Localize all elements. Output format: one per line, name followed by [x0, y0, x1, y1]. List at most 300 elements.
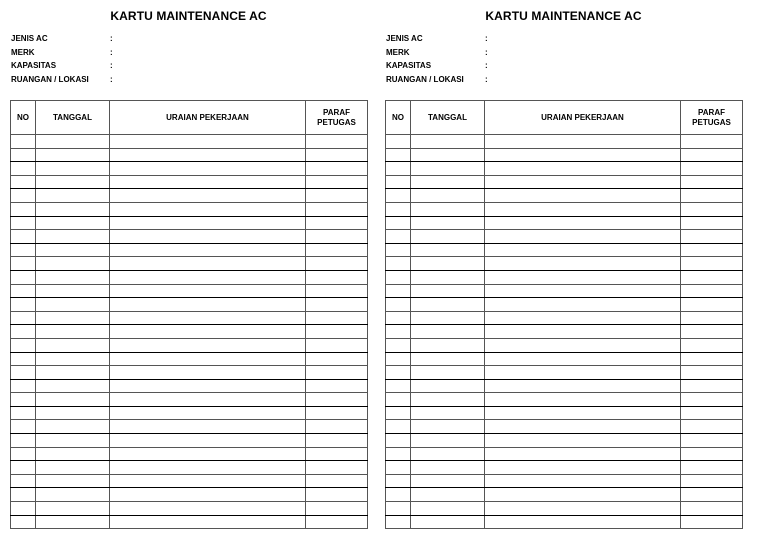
table-cell	[36, 311, 110, 325]
table-cell	[681, 148, 743, 162]
table-cell	[110, 393, 306, 407]
table-cell	[110, 175, 306, 189]
table-cell	[485, 148, 681, 162]
table-row	[386, 148, 743, 162]
table-cell	[36, 447, 110, 461]
column-header-tanggal: TANGGAL	[36, 101, 110, 135]
table-cell	[306, 243, 368, 257]
table-cell	[11, 175, 36, 189]
table-cell	[36, 420, 110, 434]
table-cell	[681, 257, 743, 271]
table-cell	[110, 379, 306, 393]
column-header-tanggal: TANGGAL	[411, 101, 485, 135]
table-cell	[411, 284, 485, 298]
table-row	[11, 216, 368, 230]
table-cell	[306, 175, 368, 189]
table-cell	[110, 162, 306, 176]
table-cell	[36, 270, 110, 284]
table-cell	[485, 284, 681, 298]
table-cell	[386, 488, 411, 502]
field-separator: :	[485, 61, 488, 70]
table-cell	[306, 270, 368, 284]
table-cell	[681, 488, 743, 502]
table-cell	[411, 135, 485, 149]
table-cell	[386, 352, 411, 366]
table-cell	[681, 420, 743, 434]
table-cell	[485, 352, 681, 366]
table-cell	[36, 243, 110, 257]
table-cell	[110, 230, 306, 244]
table-row	[386, 189, 743, 203]
table-cell	[681, 474, 743, 488]
table-row	[386, 216, 743, 230]
table-cell	[36, 393, 110, 407]
table-cell	[306, 298, 368, 312]
column-header-no: NO	[386, 101, 411, 135]
table-cell	[306, 216, 368, 230]
table-cell	[110, 515, 306, 529]
table-cell	[110, 461, 306, 475]
field-kapasitas	[11, 59, 113, 73]
table-cell	[411, 338, 485, 352]
table-cell	[386, 434, 411, 448]
table-row	[11, 311, 368, 325]
table-row	[386, 406, 743, 420]
table-row	[386, 162, 743, 176]
table-cell	[36, 474, 110, 488]
table-cell	[485, 298, 681, 312]
field-jenis-ac	[386, 32, 488, 46]
table-cell	[306, 447, 368, 461]
table-cell	[386, 447, 411, 461]
table-row	[386, 352, 743, 366]
table-cell	[411, 216, 485, 230]
table-cell	[485, 434, 681, 448]
table-row	[386, 175, 743, 189]
table-cell	[110, 202, 306, 216]
field-label: KAPASITAS	[11, 61, 57, 70]
table-cell	[11, 270, 36, 284]
table-cell	[386, 325, 411, 339]
table-cell	[411, 230, 485, 244]
table-cell	[36, 257, 110, 271]
table-row	[386, 243, 743, 257]
table-cell	[681, 270, 743, 284]
field-ruangan-lokasi	[386, 73, 488, 87]
field-label: KAPASITAS	[386, 61, 432, 70]
table-cell	[411, 243, 485, 257]
field-separator: :	[110, 47, 113, 57]
field-separator: :	[110, 61, 113, 70]
table-cell	[411, 434, 485, 448]
column-header-uraian-pekerjaan: URAIAN PEKERJAAN	[110, 101, 306, 135]
table-cell	[306, 502, 368, 516]
table-cell	[11, 352, 36, 366]
table-cell	[110, 352, 306, 366]
table-cell	[485, 447, 681, 461]
table-cell	[681, 447, 743, 461]
table-cell	[681, 162, 743, 176]
field-label: RUANGAN / LOKASI	[386, 74, 464, 84]
table-cell	[386, 284, 411, 298]
field-label: MERK	[11, 47, 35, 57]
table-cell	[36, 325, 110, 339]
table-cell	[386, 257, 411, 271]
table-cell	[11, 162, 36, 176]
table-cell	[36, 230, 110, 244]
field-merk	[11, 46, 113, 60]
table-cell	[306, 230, 368, 244]
table-cell	[11, 447, 36, 461]
table-cell	[411, 474, 485, 488]
table-cell	[411, 202, 485, 216]
table-cell	[485, 461, 681, 475]
table-row	[386, 488, 743, 502]
table-cell	[306, 461, 368, 475]
table-row	[386, 420, 743, 434]
field-label: JENIS AC	[386, 34, 423, 43]
table-row	[11, 298, 368, 312]
table-cell	[681, 366, 743, 380]
table-cell	[411, 379, 485, 393]
table-row	[386, 447, 743, 461]
table-cell	[386, 338, 411, 352]
table-cell	[386, 393, 411, 407]
table-cell	[11, 284, 36, 298]
table-row	[386, 135, 743, 149]
field-label: RUANGAN / LOKASI	[11, 74, 89, 84]
table-cell	[411, 270, 485, 284]
field-kapasitas	[386, 59, 488, 73]
table-cell	[485, 406, 681, 420]
table-cell	[386, 162, 411, 176]
table-cell	[36, 298, 110, 312]
table-row	[11, 325, 368, 339]
table-cell	[110, 270, 306, 284]
table-row	[11, 366, 368, 380]
table-cell	[11, 202, 36, 216]
table-row	[11, 148, 368, 162]
table-cell	[485, 488, 681, 502]
table-cell	[11, 393, 36, 407]
field-ruangan-lokasi	[11, 73, 113, 87]
table-cell	[36, 202, 110, 216]
table-cell	[36, 406, 110, 420]
table-cell	[411, 162, 485, 176]
table-cell	[11, 366, 36, 380]
table-row	[11, 162, 368, 176]
table-cell	[306, 488, 368, 502]
table-cell	[11, 216, 36, 230]
table-cell	[386, 230, 411, 244]
column-header-uraian-pekerjaan: URAIAN PEKERJAAN	[485, 101, 681, 135]
table-cell	[681, 189, 743, 203]
table-cell	[411, 406, 485, 420]
table-cell	[36, 502, 110, 516]
table-cell	[386, 474, 411, 488]
table-cell	[306, 393, 368, 407]
table-row	[11, 502, 368, 516]
card-title: KARTU MAINTENANCE AC	[485, 9, 642, 23]
table-cell	[306, 135, 368, 149]
info-block	[11, 32, 113, 86]
table-row	[11, 379, 368, 393]
table-row	[386, 202, 743, 216]
table-cell	[681, 311, 743, 325]
table-cell	[681, 406, 743, 420]
table-cell	[11, 298, 36, 312]
table-row	[11, 420, 368, 434]
table-header-row	[386, 101, 743, 135]
table-cell	[306, 202, 368, 216]
table-cell	[386, 311, 411, 325]
table-cell	[681, 243, 743, 257]
table-cell	[485, 270, 681, 284]
table-cell	[386, 379, 411, 393]
table-row	[11, 257, 368, 271]
table-cell	[36, 284, 110, 298]
table-cell	[110, 502, 306, 516]
table-row	[11, 135, 368, 149]
table-row	[11, 461, 368, 475]
card-title: KARTU MAINTENANCE AC	[110, 9, 267, 23]
table-cell	[681, 175, 743, 189]
table-cell	[485, 338, 681, 352]
table-cell	[386, 270, 411, 284]
table-cell	[110, 311, 306, 325]
table-cell	[681, 202, 743, 216]
table-cell	[411, 325, 485, 339]
table-cell	[485, 515, 681, 529]
table-cell	[386, 189, 411, 203]
table-row	[11, 406, 368, 420]
table-cell	[306, 366, 368, 380]
table-cell	[110, 243, 306, 257]
table-cell	[110, 420, 306, 434]
table-cell	[485, 135, 681, 149]
table-cell	[411, 447, 485, 461]
table-cell	[386, 202, 411, 216]
table-cell	[306, 338, 368, 352]
table-cell	[36, 488, 110, 502]
table-cell	[411, 311, 485, 325]
table-cell	[386, 420, 411, 434]
table-cell	[681, 352, 743, 366]
table-cell	[681, 284, 743, 298]
table-cell	[11, 461, 36, 475]
table-cell	[411, 502, 485, 516]
field-separator: :	[485, 34, 488, 43]
table-cell	[411, 488, 485, 502]
table-cell	[386, 216, 411, 230]
table-cell	[386, 175, 411, 189]
table-row	[11, 488, 368, 502]
table-cell	[11, 502, 36, 516]
table-cell	[681, 338, 743, 352]
table-cell	[306, 257, 368, 271]
table-cell	[485, 257, 681, 271]
table-row	[386, 461, 743, 475]
table-cell	[485, 393, 681, 407]
table-cell	[485, 325, 681, 339]
table-cell	[36, 189, 110, 203]
table-cell	[11, 488, 36, 502]
table-cell	[386, 461, 411, 475]
info-block	[386, 32, 488, 86]
table-cell	[36, 135, 110, 149]
table-row	[386, 284, 743, 298]
table-cell	[485, 189, 681, 203]
table-cell	[36, 338, 110, 352]
table-cell	[411, 393, 485, 407]
table-cell	[110, 148, 306, 162]
table-row	[386, 338, 743, 352]
table-cell	[386, 502, 411, 516]
table-cell	[11, 148, 36, 162]
table-cell	[306, 189, 368, 203]
table-cell	[306, 515, 368, 529]
table-row	[11, 474, 368, 488]
table-cell	[386, 135, 411, 149]
table-cell	[681, 325, 743, 339]
table-cell	[36, 366, 110, 380]
table-cell	[11, 189, 36, 203]
table-row	[11, 230, 368, 244]
table-cell	[306, 284, 368, 298]
table-row	[386, 311, 743, 325]
table-cell	[485, 243, 681, 257]
table-cell	[411, 257, 485, 271]
table-row	[386, 474, 743, 488]
table-cell	[11, 243, 36, 257]
table-row	[386, 515, 743, 529]
table-cell	[411, 352, 485, 366]
table-row	[386, 434, 743, 448]
table-cell	[485, 162, 681, 176]
table-row	[11, 393, 368, 407]
table-cell	[485, 202, 681, 216]
table-cell	[681, 216, 743, 230]
table-cell	[485, 474, 681, 488]
table-cell	[110, 284, 306, 298]
table-cell	[306, 148, 368, 162]
table-row	[11, 447, 368, 461]
table-cell	[386, 298, 411, 312]
table-row	[386, 393, 743, 407]
table-row	[11, 189, 368, 203]
field-separator: :	[485, 47, 488, 57]
table-cell	[36, 352, 110, 366]
table-row	[386, 366, 743, 380]
table-cell	[386, 515, 411, 529]
table-cell	[306, 434, 368, 448]
table-cell	[110, 406, 306, 420]
table-row	[386, 257, 743, 271]
table-cell	[36, 461, 110, 475]
field-separator: :	[485, 74, 488, 84]
table-cell	[386, 406, 411, 420]
table-cell	[11, 230, 36, 244]
table-cell	[11, 474, 36, 488]
table-cell	[485, 502, 681, 516]
table-cell	[36, 434, 110, 448]
table-cell	[681, 393, 743, 407]
table-cell	[110, 216, 306, 230]
table-cell	[110, 298, 306, 312]
table-cell	[11, 379, 36, 393]
table-cell	[110, 189, 306, 203]
table-cell	[36, 175, 110, 189]
table-cell	[411, 461, 485, 475]
table-row	[11, 434, 368, 448]
table-cell	[110, 474, 306, 488]
column-header-paraf-petugas: PARAF PETUGAS	[306, 101, 368, 135]
table-cell	[306, 311, 368, 325]
table-cell	[386, 366, 411, 380]
table-cell	[411, 148, 485, 162]
table-cell	[36, 216, 110, 230]
table-cell	[485, 379, 681, 393]
table-cell	[36, 379, 110, 393]
table-row	[11, 352, 368, 366]
table-cell	[11, 406, 36, 420]
table-cell	[110, 135, 306, 149]
table-row	[11, 243, 368, 257]
table-row	[386, 298, 743, 312]
table-header-row	[11, 101, 368, 135]
table-cell	[681, 298, 743, 312]
table-cell	[306, 474, 368, 488]
table-cell	[36, 148, 110, 162]
table-cell	[485, 216, 681, 230]
table-cell	[306, 162, 368, 176]
table-row	[386, 230, 743, 244]
table-cell	[110, 447, 306, 461]
maintenance-log-table	[10, 100, 368, 529]
table-cell	[681, 461, 743, 475]
table-cell	[386, 243, 411, 257]
maintenance-log-table	[385, 100, 743, 529]
field-separator: :	[110, 34, 113, 43]
table-cell	[306, 379, 368, 393]
table-cell	[681, 434, 743, 448]
table-cell	[11, 257, 36, 271]
table-cell	[411, 420, 485, 434]
table-row	[386, 502, 743, 516]
field-label: JENIS AC	[11, 34, 48, 43]
table-row	[11, 338, 368, 352]
table-cell	[681, 502, 743, 516]
table-row	[11, 202, 368, 216]
table-row	[386, 325, 743, 339]
table-cell	[110, 434, 306, 448]
table-cell	[485, 366, 681, 380]
table-cell	[411, 175, 485, 189]
table-cell	[110, 257, 306, 271]
table-cell	[306, 406, 368, 420]
table-row	[11, 284, 368, 298]
table-row	[11, 270, 368, 284]
table-cell	[681, 135, 743, 149]
table-cell	[11, 420, 36, 434]
table-cell	[36, 162, 110, 176]
table-row	[386, 379, 743, 393]
field-merk	[386, 46, 488, 60]
table-cell	[386, 148, 411, 162]
column-header-paraf-petugas: PARAF PETUGAS	[681, 101, 743, 135]
table-cell	[681, 379, 743, 393]
table-cell	[11, 311, 36, 325]
